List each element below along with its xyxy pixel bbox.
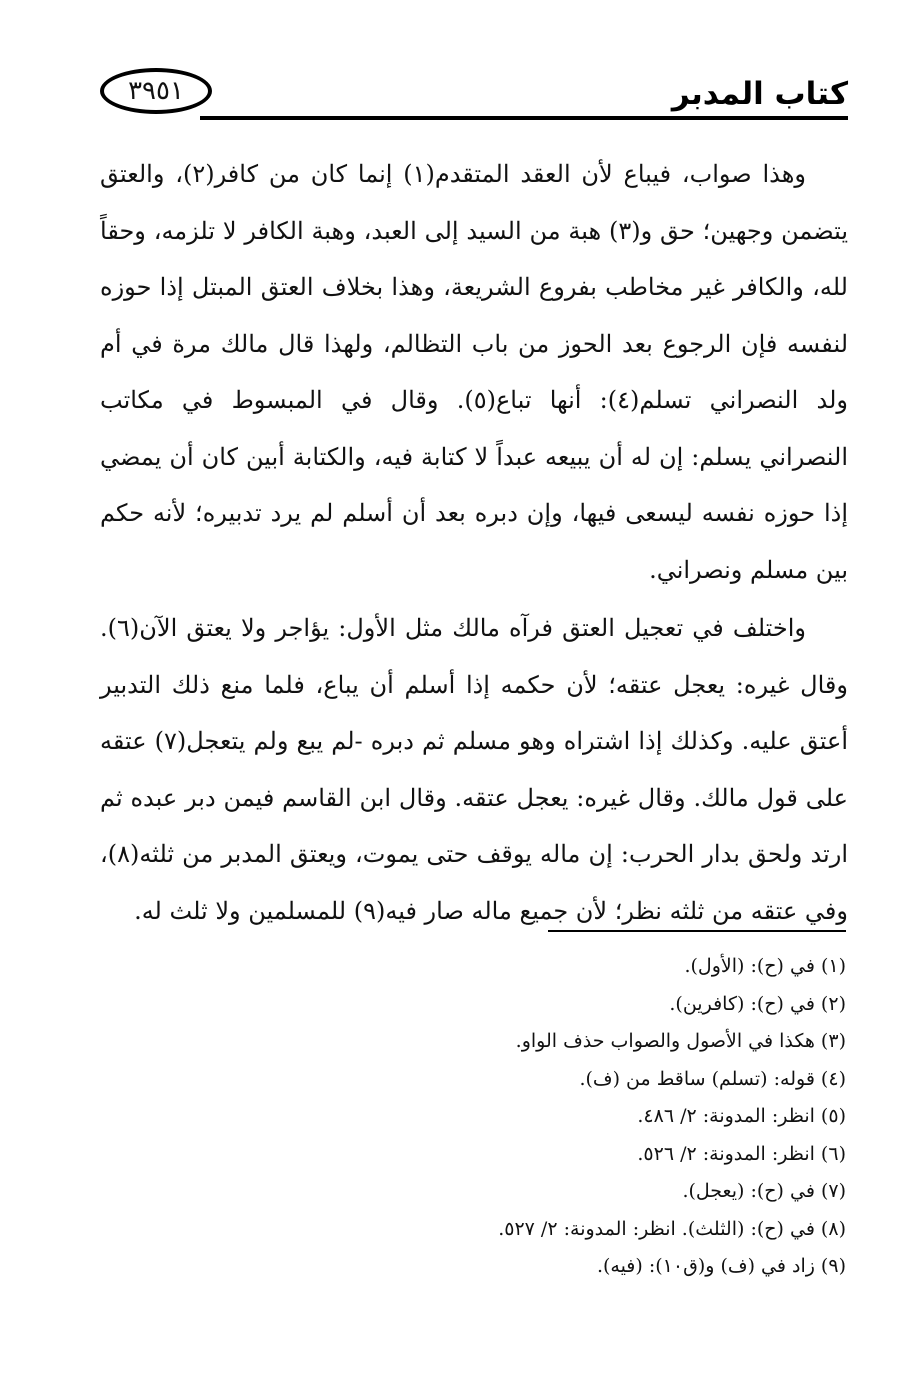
footnote-3: (٣) هكذا في الأصول والصواب حذف الواو. <box>515 1030 846 1052</box>
main-text <box>100 146 848 939</box>
paragraph-1: وهذا صواب، فيباع لأن العقد المتقدم(١) إنما كان من كافر(٢)، والعتق يتضمن وجهين؛ حق و(٣) هبة من السيد إلى العبد، وهبة الكافر لا تلزمه، وحقاً لله، والكافر غير مخاطب بفروع الشريعة، وهذا بخلاف العتق المبتل إذا حوزه لنفسه فإن الرجوع بعد الحوز من باب التظالم، ولهذا قال مالك مرة في أم ولد النصراني تسلم(٤): أنها تباع(٥). وقال في المبسوط في مكاتب النصراني يسلم: إن له أن يبيعه عبداً لا كتابة فيه، والكتابة أبين كان أن يمضي إذا حوزه نفسه ليسعى فيها، وإن دبره بعد أن أسلم لم يرد تدبيره؛ لأنه حكم بين مسلم ونصراني. <box>100 160 849 584</box>
footnote-7: (٧) في (ح): (يعجل). <box>682 1180 846 1202</box>
paragraph-2: واختلف في تعجيل العتق فرآه مالك مثل الأول: يؤاجر ولا يعتق الآن(٦). وقال غيره: يعجل عتقه؛ لأن حكمه إذا أسلم أن يباع، فلما منع ذلك التدبير أعتق عليه. وكذلك إذا اشتراه وهو مسلم ثم دبره -لم يبع ولم يتعجل(٧) عتقه على قول مالك. وقال غيره: يعجل عتقه. وقال ابن القاسم فيمن دبر عبده ثم ارتد ولحق بدار الحرب: إن ماله يوقف حتى يموت، ويعتق المدبر من ثلثه(٨)، وفي عتقه من ثلثه نظر؛ لأن جميع ماله صار فيه(٩) للمسلمين ولا ثلث له. <box>100 614 849 925</box>
book-title: كتاب المدبر <box>671 76 848 112</box>
footnote-separator <box>548 930 846 932</box>
page-header <box>100 62 848 126</box>
footnote-5: (٥) انظر: المدونة: ٢/ ٤٨٦. <box>637 1105 846 1127</box>
footnote-8: (٨) في (ح): (الثلث). انظر: المدونة: ٢/ ٥٢٧. <box>498 1217 846 1240</box>
page-number: ٣٩٥١ <box>128 76 184 106</box>
footnote-6: (٦) انظر: المدونة: ٢/ ٥٢٦. <box>637 1142 846 1165</box>
footnote-9: (٩) زاد في (ف) و(ق١٠): (فيه). <box>596 1255 846 1277</box>
footnote-1: (١) في (ح): (الأول). <box>684 955 846 977</box>
footnotes-list <box>246 948 846 1286</box>
footnote-4: (٤) قوله: (تسلم) ساقط من (ف). <box>579 1067 846 1090</box>
header-rule <box>200 116 848 120</box>
footnote-2: (٢) في (ح): (كافرين). <box>669 992 846 1015</box>
